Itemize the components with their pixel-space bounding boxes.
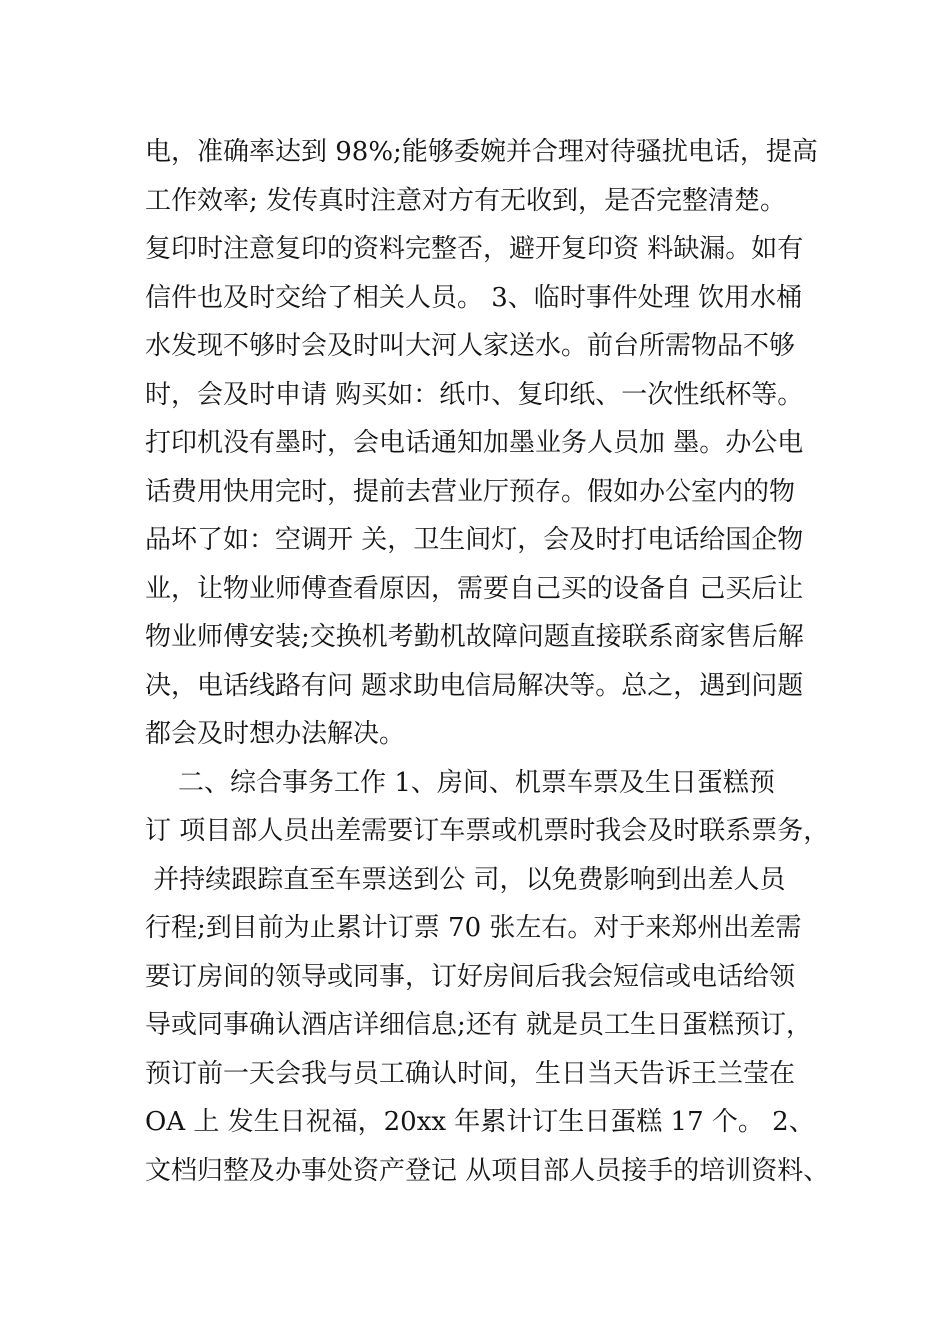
body-text	[145, 128, 845, 1195]
text-line: 预订前一天会我与员工确认时间，生日当天告诉王兰莹在	[145, 1058, 796, 1089]
text-line: 时，会及时申请 购买如：纸巾、复印纸、一次性纸杯等。	[145, 379, 804, 410]
text-line: 文档归整及办事处资产登记 从项目部人员接手的培训资料、	[145, 1155, 830, 1186]
text-line: OA 上 发生日祝福，20xx 年累计订生日蛋糕 17 个。 2、	[145, 1107, 815, 1137]
text-line: 并持续跟踪直至车票送到公 司，以免费影响到出差人员	[145, 864, 786, 895]
text-line: 打印机没有墨时，会电话通知加墨业务人员加 墨。办公电	[145, 428, 804, 458]
text-line: 话费用快用完时，提前去营业厅预存。假如办公室内的物	[145, 476, 796, 507]
text-line: 信件也及时交给了相关人员。 3、临时事件处理 饮用水桶	[145, 282, 803, 313]
text-line: 决，电话线路有问 题求助电信局解决等。总之，遇到问题	[145, 670, 804, 701]
text-line: 订 项目部人员出差需要订车票或机票时我会及时联系票务，	[145, 816, 830, 846]
text-line: 工作效率; 发传真时注意对方有无收到，是否完整清楚。	[145, 185, 787, 216]
text-line: 业，让物业师傅查看原因，需要自己买的设备自 己买后让	[145, 573, 804, 604]
text-line: 行程;到目前为止累计订票 70 张左右。对于来郑州出差需	[145, 913, 802, 943]
text-line: 二、综合事务工作 1、房间、机票车票及生日蛋糕预	[145, 767, 775, 798]
text-line: 品坏了如：空调开 关，卫生间灯，会及时打电话给国企物	[145, 525, 804, 555]
text-line: 物业师傅安装;交换机考勤机故障问题直接联系商家售后解	[145, 622, 804, 652]
text-line: 都会及时想办法解决。	[145, 719, 406, 749]
text-line: 导或同事确认酒店详细信息;还有 就是员工生日蛋糕预订，	[145, 1010, 813, 1040]
text-line: 水发现不够时会及时叫大河人家送水。前台所需物品不够	[145, 331, 796, 361]
text-line: 要订房间的领导或同事，订好房间后我会短信或电话给领	[145, 961, 796, 992]
text-line: 电，准确率达到 98%;能够委婉并合理对待骚扰电话，提高	[145, 137, 818, 167]
text-line: 复印时注意复印的资料完整否，避开复印资 料缺漏。如有	[145, 234, 804, 264]
